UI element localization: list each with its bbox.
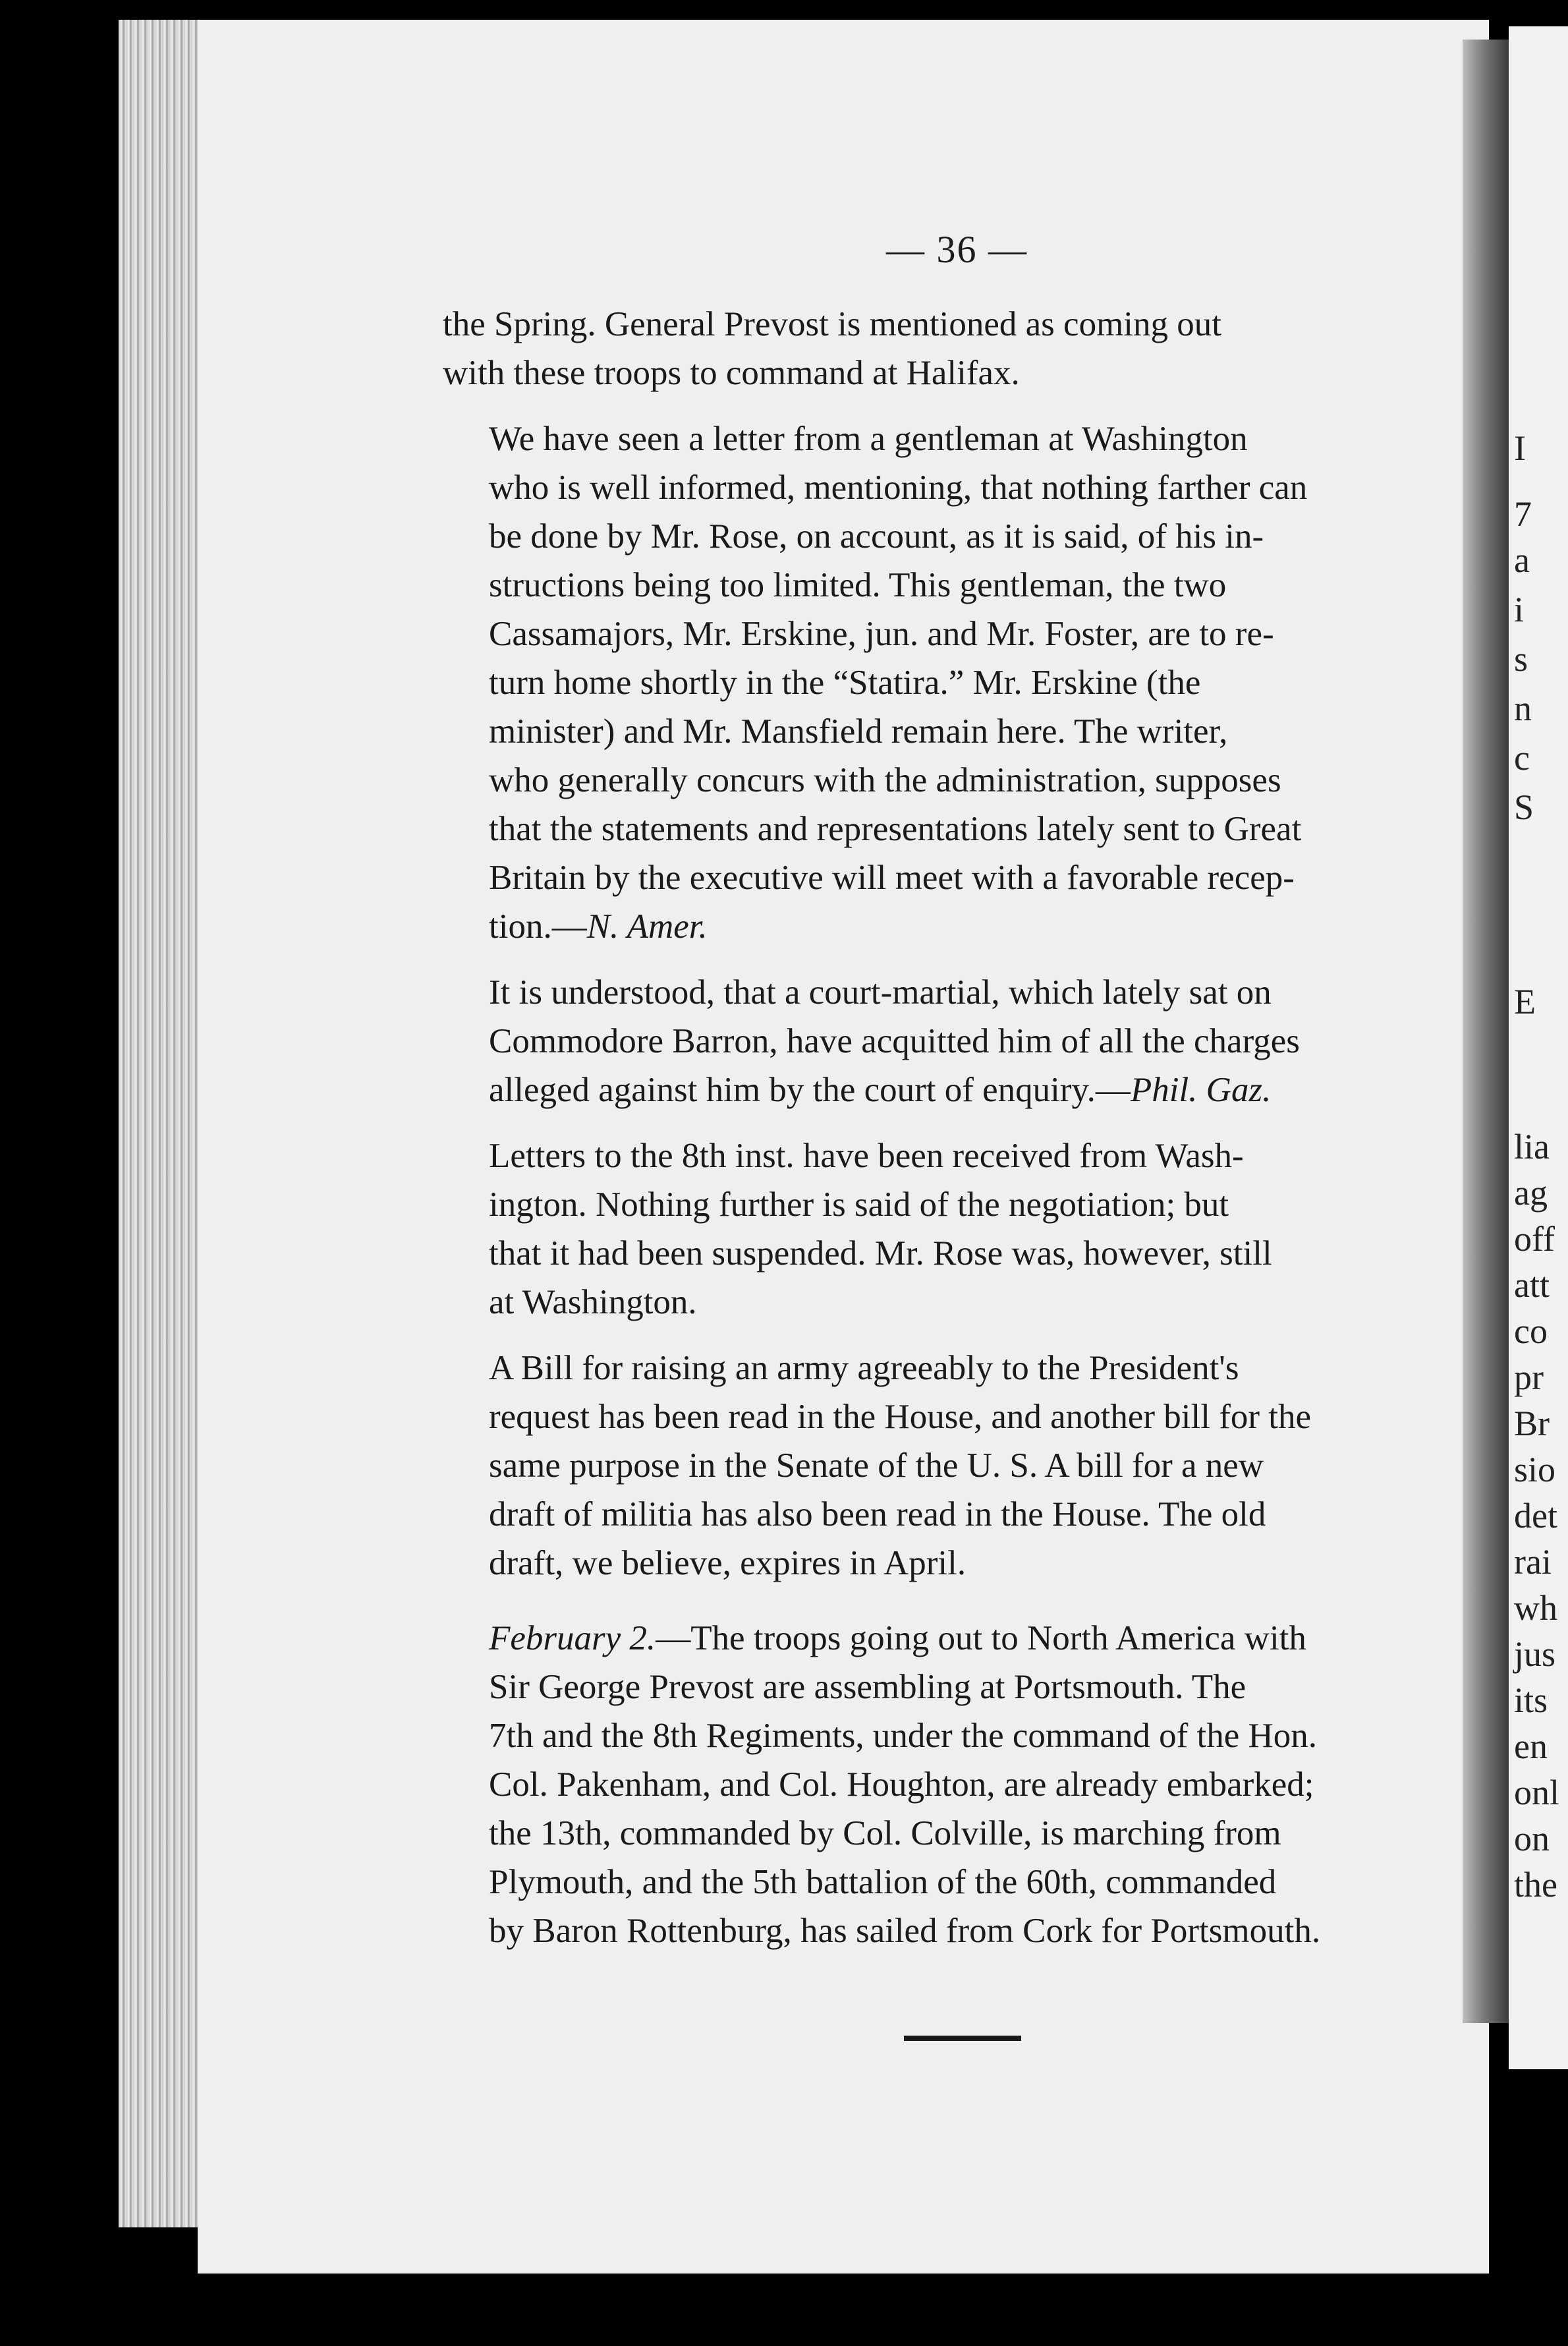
- facing-page-fragment: Br: [1514, 1404, 1550, 1443]
- text-line: Commodore Barron, have acquitted him of all the charges: [489, 1022, 1300, 1060]
- text-line: that the statements and representations lately sent to Great: [489, 810, 1302, 848]
- facing-page-fragment: its: [1514, 1680, 1548, 1720]
- body-text: [443, 300, 1463, 1972]
- facing-page-fragment: det: [1514, 1496, 1557, 1535]
- dateline: February 2.: [489, 1619, 656, 1657]
- facing-page-fragment: wh: [1514, 1588, 1557, 1628]
- facing-page-fragment: lia: [1514, 1127, 1550, 1166]
- paragraph: [443, 1344, 1463, 1588]
- facing-page-fragment: co: [1514, 1311, 1548, 1351]
- text-line: structions being too limited. This gentleman, the two: [489, 566, 1227, 604]
- facing-page-fragment: the: [1514, 1865, 1557, 1904]
- facing-page-fragment: rai: [1514, 1542, 1552, 1582]
- facing-page-fragment: en: [1514, 1727, 1548, 1766]
- paragraph: [443, 415, 1463, 951]
- text-line: that it had been suspended. Mr. Rose was, however, still: [489, 1234, 1272, 1273]
- facing-page-fragment: c: [1514, 738, 1530, 778]
- facing-page-fragment: s: [1514, 639, 1528, 679]
- text-line: same purpose in the Senate of the U. S. A bill for a new: [489, 1446, 1264, 1485]
- facing-page-fragment: i: [1514, 590, 1525, 629]
- facing-page-fragment: off: [1514, 1219, 1555, 1259]
- facing-page-fragment: a: [1514, 540, 1530, 580]
- text-line: turn home shortly in the “Statira.” Mr. Erskine (the: [489, 664, 1201, 702]
- facing-page-fragment: E: [1514, 982, 1536, 1021]
- text-line: We have seen a letter from a gentleman at Washington: [489, 420, 1248, 458]
- facing-page-fragment: pr: [1514, 1358, 1544, 1397]
- facing-page: [1509, 26, 1568, 2069]
- source-citation: N. Amer.: [586, 907, 708, 946]
- page-number: — 36 —: [886, 228, 1028, 271]
- book-gutter: [1463, 40, 1515, 2023]
- paragraph: [443, 300, 1463, 397]
- text-line: Letters to the 8th inst. have been received from Wash-: [489, 1137, 1244, 1175]
- text-line: who is well informed, mentioning, that nothing farther can: [489, 469, 1308, 507]
- source-citation: Phil. Gaz.: [1130, 1071, 1272, 1109]
- text-fragment: tion.—: [489, 907, 587, 946]
- text-fragment: alleged against him by the court of enquiry.—: [489, 1071, 1131, 1109]
- text-line: Col. Pakenham, and Col. Houghton, are already embarked;: [489, 1765, 1314, 1804]
- text-fragment: —The troops going out to North America with: [656, 1619, 1306, 1657]
- paragraph: [443, 1614, 1463, 1955]
- text-line: 7th and the 8th Regiments, under the command of the Hon.: [489, 1717, 1318, 1755]
- text-line: the Spring. General Prevost is mentioned as coming out: [443, 305, 1221, 343]
- text-line: Britain by the executive will meet with a favorable recep-: [489, 859, 1295, 897]
- text-line: Plymouth, and the 5th battalion of the 60th, commanded: [489, 1863, 1277, 1901]
- text-line: request has been read in the House, and another bill for the: [489, 1398, 1312, 1436]
- text-line: be done by Mr. Rose, on account, as it is said, of his in-: [489, 517, 1264, 556]
- text-line: who generally concurs with the administration, supposes: [489, 761, 1281, 799]
- facing-page-fragment: 7: [1514, 494, 1532, 534]
- text-line: by Baron Rottenburg, has sailed from Cork for Portsmouth.: [489, 1912, 1321, 1950]
- text-line: [443, 902, 1463, 951]
- paragraph: [443, 1131, 1463, 1327]
- facing-page-fragment: onl: [1514, 1773, 1560, 1812]
- page-edges: [119, 20, 211, 2227]
- text-line: A Bill for raising an army agreeably to the President's: [489, 1349, 1239, 1387]
- facing-page-fragment: ag: [1514, 1173, 1548, 1213]
- text-line: Cassamajors, Mr. Erskine, jun. and Mr. Foster, are to re-: [489, 615, 1274, 653]
- text-line: minister) and Mr. Mansfield remain here. The writer,: [489, 712, 1228, 751]
- text-line: ington. Nothing further is said of the negotiation; but: [489, 1186, 1229, 1224]
- paragraph: [443, 968, 1463, 1114]
- facing-page-fragment: sio: [1514, 1450, 1556, 1489]
- facing-page-fragment: S: [1514, 787, 1534, 827]
- text-line: It is understood, that a court-martial, which lately sat on: [489, 973, 1272, 1012]
- facing-page-fragment: I: [1514, 428, 1526, 468]
- text-line: with these troops to command at Halifax.: [443, 354, 1020, 392]
- closing-rule: [904, 2036, 1021, 2041]
- facing-page-fragment: jus: [1514, 1634, 1556, 1674]
- facing-page-fragment: on: [1514, 1819, 1550, 1858]
- facing-page-fragment: att: [1514, 1265, 1550, 1305]
- text-line: draft, we believe, expires in April.: [489, 1544, 966, 1582]
- facing-page-fragment: n: [1514, 689, 1532, 728]
- text-line: [443, 1614, 1463, 1663]
- text-line: at Washington.: [489, 1283, 697, 1321]
- text-line: the 13th, commanded by Col. Colville, is marching from: [489, 1814, 1281, 1852]
- text-line: Sir George Prevost are assembling at Portsmouth. The: [489, 1668, 1246, 1706]
- text-line: [443, 1066, 1463, 1114]
- text-line: draft of militia has also been read in the House. The old: [489, 1495, 1266, 1533]
